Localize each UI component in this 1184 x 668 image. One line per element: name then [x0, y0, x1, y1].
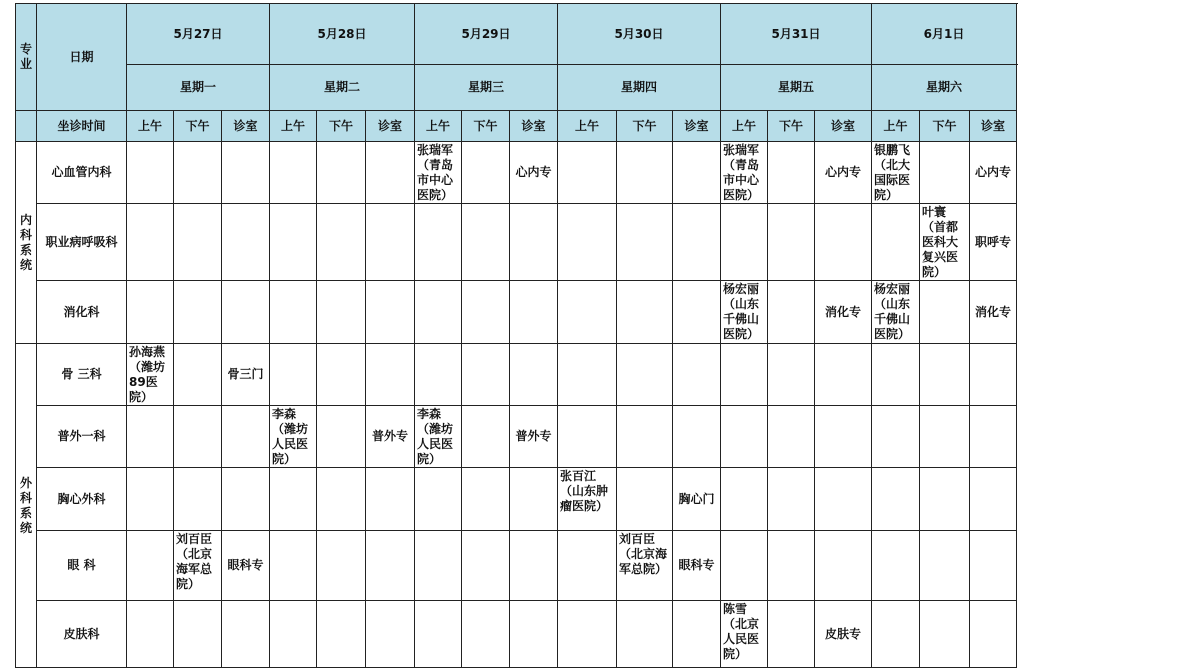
clinic-room: 职呼专: [970, 204, 1017, 281]
table-row: [16, 601, 1017, 668]
category-0: [16, 142, 37, 344]
schedule-cell: [768, 406, 815, 468]
category-label: 外科系统: [19, 475, 32, 535]
doctor-entry: 陈雪（北京人民医院）: [723, 602, 760, 661]
schedule-cell: [222, 281, 270, 344]
schedule-cell: [270, 531, 317, 601]
schedule-cell: [462, 601, 510, 668]
day-date-3: 5月30日: [558, 4, 721, 65]
schedule-cell: [270, 468, 317, 531]
slot-label-pm: 下午: [768, 111, 815, 142]
schedule-cell: [317, 344, 366, 406]
schedule-cell: [768, 142, 815, 204]
schedule-cell: [510, 344, 558, 406]
doctor-entry: 叶寰（首都医科大复兴医院）: [922, 205, 959, 279]
schedule-cell: [366, 142, 415, 204]
schedule-cell: [174, 406, 222, 468]
schedule-cell: [721, 344, 768, 406]
schedule-cell: [366, 468, 415, 531]
day-date-4: 5月31日: [721, 4, 872, 65]
schedule-cell: [872, 406, 920, 468]
schedule-cell: [768, 204, 815, 281]
schedule-cell: [617, 204, 673, 281]
clinic-room: 眼科专: [222, 531, 270, 601]
schedule-cell: [366, 601, 415, 668]
department-name: 心血管内科: [37, 142, 127, 204]
schedule-cell: [558, 142, 617, 204]
department-name: 消化科: [37, 281, 127, 344]
day-weekday-1: 星期二: [270, 65, 415, 111]
date-header: 日期: [37, 4, 127, 111]
schedule-cell: [127, 204, 174, 281]
schedule-cell: [768, 601, 815, 668]
schedule-cell: [721, 406, 768, 468]
schedule-cell: [970, 344, 1017, 406]
doctor-entry: 刘百臣（北京海军总院）: [176, 532, 213, 591]
doctor-entry: 杨宏丽（山东千佛山医院）: [723, 282, 760, 341]
day-date-5: 6月1日: [872, 4, 1017, 65]
department-name: 皮肤科: [37, 601, 127, 668]
schedule-cell: [673, 204, 721, 281]
slot-label-am: 上午: [270, 111, 317, 142]
doctor-cell: [415, 142, 462, 204]
slot-label-pm: 下午: [617, 111, 673, 142]
clinic-room: 骨三门: [222, 344, 270, 406]
schedule-cell: [815, 531, 872, 601]
schedule-cell: [415, 531, 462, 601]
schedule-cell: [317, 204, 366, 281]
schedule-cell: [558, 281, 617, 344]
category-1: [16, 344, 37, 668]
schedule-cell: [617, 281, 673, 344]
schedule-cell: [127, 406, 174, 468]
schedule-cell: [174, 601, 222, 668]
schedule-cell: [920, 406, 970, 468]
schedule-cell: [462, 204, 510, 281]
day-date-1: 5月28日: [270, 4, 415, 65]
specialty-header-label: 专业: [19, 42, 32, 71]
slot-label-pm: 下午: [462, 111, 510, 142]
doctor-entry: 孙海燕（潍坊89医院）: [129, 345, 166, 404]
schedule-cell: [970, 601, 1017, 668]
slot-label-pm: 下午: [920, 111, 970, 142]
schedule-cell: [970, 406, 1017, 468]
schedule-cell: [673, 281, 721, 344]
slot-label-am: 上午: [721, 111, 768, 142]
schedule-cell: [768, 531, 815, 601]
schedule-cell: [558, 204, 617, 281]
schedule-cell: [920, 601, 970, 668]
schedule-cell: [174, 142, 222, 204]
schedule-cell: [222, 468, 270, 531]
schedule-cell: [510, 204, 558, 281]
schedule-cell: [127, 531, 174, 601]
slot-label-room: 诊室: [815, 111, 872, 142]
schedule-cell: [920, 344, 970, 406]
schedule-cell: [366, 281, 415, 344]
schedule-cell: [462, 406, 510, 468]
table-row: [16, 204, 1017, 281]
schedule-cell: [872, 601, 920, 668]
doctor-entry: 李森（潍坊人民医院）: [272, 407, 309, 466]
day-weekday-5: 星期六: [872, 65, 1017, 111]
time-header: 坐诊时间: [37, 111, 127, 142]
schedule-cell: [462, 344, 510, 406]
schedule-cell: [721, 204, 768, 281]
schedule-cell: [366, 204, 415, 281]
schedule-cell: [127, 601, 174, 668]
schedule-cell: [415, 344, 462, 406]
schedule-cell: [415, 468, 462, 531]
schedule-cell: [462, 531, 510, 601]
doctor-entry: 刘百臣（北京海军总院）: [619, 532, 668, 576]
schedule-cell: [127, 142, 174, 204]
schedule-cell: [872, 204, 920, 281]
schedule-cell: [317, 142, 366, 204]
schedule-cell: [558, 344, 617, 406]
schedule-cell: [920, 468, 970, 531]
doctor-cell: [920, 204, 970, 281]
schedule-cell: [673, 142, 721, 204]
schedule-cell: [415, 601, 462, 668]
schedule-cell: [317, 281, 366, 344]
slot-label-am: 上午: [127, 111, 174, 142]
schedule-cell: [920, 142, 970, 204]
schedule-cell: [721, 468, 768, 531]
doctor-cell: [127, 344, 174, 406]
schedule-cell: [462, 468, 510, 531]
schedule-cell: [920, 531, 970, 601]
table-row: [16, 531, 1017, 601]
slot-label-am: 上午: [872, 111, 920, 142]
schedule-cell: [174, 468, 222, 531]
schedule-cell: [462, 142, 510, 204]
doctor-cell: [721, 281, 768, 344]
schedule-cell: [270, 601, 317, 668]
day-weekday-3: 星期四: [558, 65, 721, 111]
schedule-cell: [317, 601, 366, 668]
slot-label-am: 上午: [415, 111, 462, 142]
schedule-cell: [366, 531, 415, 601]
schedule-cell: [617, 468, 673, 531]
schedule-cell: [270, 204, 317, 281]
clinic-room: 普外专: [510, 406, 558, 468]
schedule-cell: [768, 344, 815, 406]
schedule-cell: [617, 601, 673, 668]
specialty-header: [16, 4, 37, 111]
schedule-cell: [270, 344, 317, 406]
schedule-cell: [462, 281, 510, 344]
day-weekday-2: 星期三: [415, 65, 558, 111]
clinic-room: 普外专: [366, 406, 415, 468]
schedule-cell: [872, 344, 920, 406]
schedule-cell: [768, 468, 815, 531]
schedule-cell: [815, 406, 872, 468]
clinic-room: 眼科专: [673, 531, 721, 601]
clinic-room: 胸心门: [673, 468, 721, 531]
schedule-cell: [617, 406, 673, 468]
schedule-cell: [970, 531, 1017, 601]
schedule-cell: [673, 601, 721, 668]
day-weekday-4: 星期五: [721, 65, 872, 111]
department-name: 骨 三科: [37, 344, 127, 406]
schedule-cell: [510, 531, 558, 601]
schedule-cell: [127, 468, 174, 531]
schedule-cell: [970, 468, 1017, 531]
clinic-room: 皮肤专: [815, 601, 872, 668]
schedule-cell: [558, 531, 617, 601]
schedule-cell: [510, 281, 558, 344]
schedule-cell: [174, 344, 222, 406]
schedule-cell: [872, 531, 920, 601]
schedule-cell: [317, 406, 366, 468]
clinic-room: 消化专: [815, 281, 872, 344]
slot-label-room: 诊室: [222, 111, 270, 142]
schedule-cell: [673, 406, 721, 468]
department-name: 职业病呼吸科: [37, 204, 127, 281]
table-row: [16, 406, 1017, 468]
schedule-cell: [558, 406, 617, 468]
slot-label-am: 上午: [558, 111, 617, 142]
doctor-cell: [415, 406, 462, 468]
department-name: 眼 科: [37, 531, 127, 601]
doctor-cell: [558, 468, 617, 531]
table-row: [16, 344, 1017, 406]
schedule-cell: [510, 601, 558, 668]
doctor-cell: [872, 142, 920, 204]
schedule-cell: [815, 344, 872, 406]
clinic-room: 心内专: [970, 142, 1017, 204]
slot-label-room: 诊室: [970, 111, 1017, 142]
schedule-cell: [270, 142, 317, 204]
schedule-cell: [222, 142, 270, 204]
table-row: [16, 468, 1017, 531]
schedule-cell: [920, 281, 970, 344]
table-row: [16, 142, 1017, 204]
schedule-cell: [127, 281, 174, 344]
slot-label-pm: 下午: [317, 111, 366, 142]
day-weekday-0: 星期一: [127, 65, 270, 111]
schedule-cell: [558, 601, 617, 668]
day-date-0: 5月27日: [127, 4, 270, 65]
slot-label-room: 诊室: [510, 111, 558, 142]
doctor-cell: [174, 531, 222, 601]
schedule-cell: [270, 281, 317, 344]
schedule-cell: [510, 468, 558, 531]
schedule-cell: [174, 204, 222, 281]
schedule-cell: [174, 281, 222, 344]
slot-label-room: 诊室: [673, 111, 721, 142]
schedule-cell: [617, 142, 673, 204]
doctor-cell: [270, 406, 317, 468]
schedule-cell: [415, 204, 462, 281]
category-label: 内科系统: [19, 212, 32, 272]
schedule-cell: [222, 406, 270, 468]
doctor-cell: [617, 531, 673, 601]
schedule-cell: [815, 204, 872, 281]
table-row: [16, 281, 1017, 344]
clinic-room: 消化专: [970, 281, 1017, 344]
doctor-cell: [721, 142, 768, 204]
schedule-cell: [815, 468, 872, 531]
doctor-entry: 李森（潍坊人民医院）: [417, 407, 454, 466]
department-name: 普外一科: [37, 406, 127, 468]
schedule-cell: [366, 344, 415, 406]
doctor-entry: 张百江（山东肿瘤医院）: [560, 469, 609, 513]
schedule-cell: [317, 531, 366, 601]
doctor-entry: 张瑞军（青岛市中心医院）: [417, 143, 454, 202]
schedule-cell: [317, 468, 366, 531]
schedule-cell: [721, 531, 768, 601]
schedule-cell: [673, 344, 721, 406]
department-name: 胸心外科: [37, 468, 127, 531]
schedule-cell: [222, 601, 270, 668]
schedule-cell: [872, 468, 920, 531]
doctor-entry: 张瑞军（青岛市中心医院）: [723, 143, 760, 202]
doctor-cell: [721, 601, 768, 668]
corner-blank: [16, 111, 37, 142]
clinic-room: 心内专: [815, 142, 872, 204]
slot-label-pm: 下午: [174, 111, 222, 142]
day-date-2: 5月29日: [415, 4, 558, 65]
doctor-entry: 杨宏丽（山东千佛山医院）: [874, 282, 911, 341]
schedule-cell: [222, 204, 270, 281]
schedule-table: [15, 3, 1017, 668]
clinic-room: 心内专: [510, 142, 558, 204]
schedule-cell: [415, 281, 462, 344]
schedule-cell: [768, 281, 815, 344]
schedule-cell: [617, 344, 673, 406]
doctor-cell: [872, 281, 920, 344]
slot-label-room: 诊室: [366, 111, 415, 142]
doctor-entry: 银鹏飞（北大国际医院）: [874, 143, 911, 202]
